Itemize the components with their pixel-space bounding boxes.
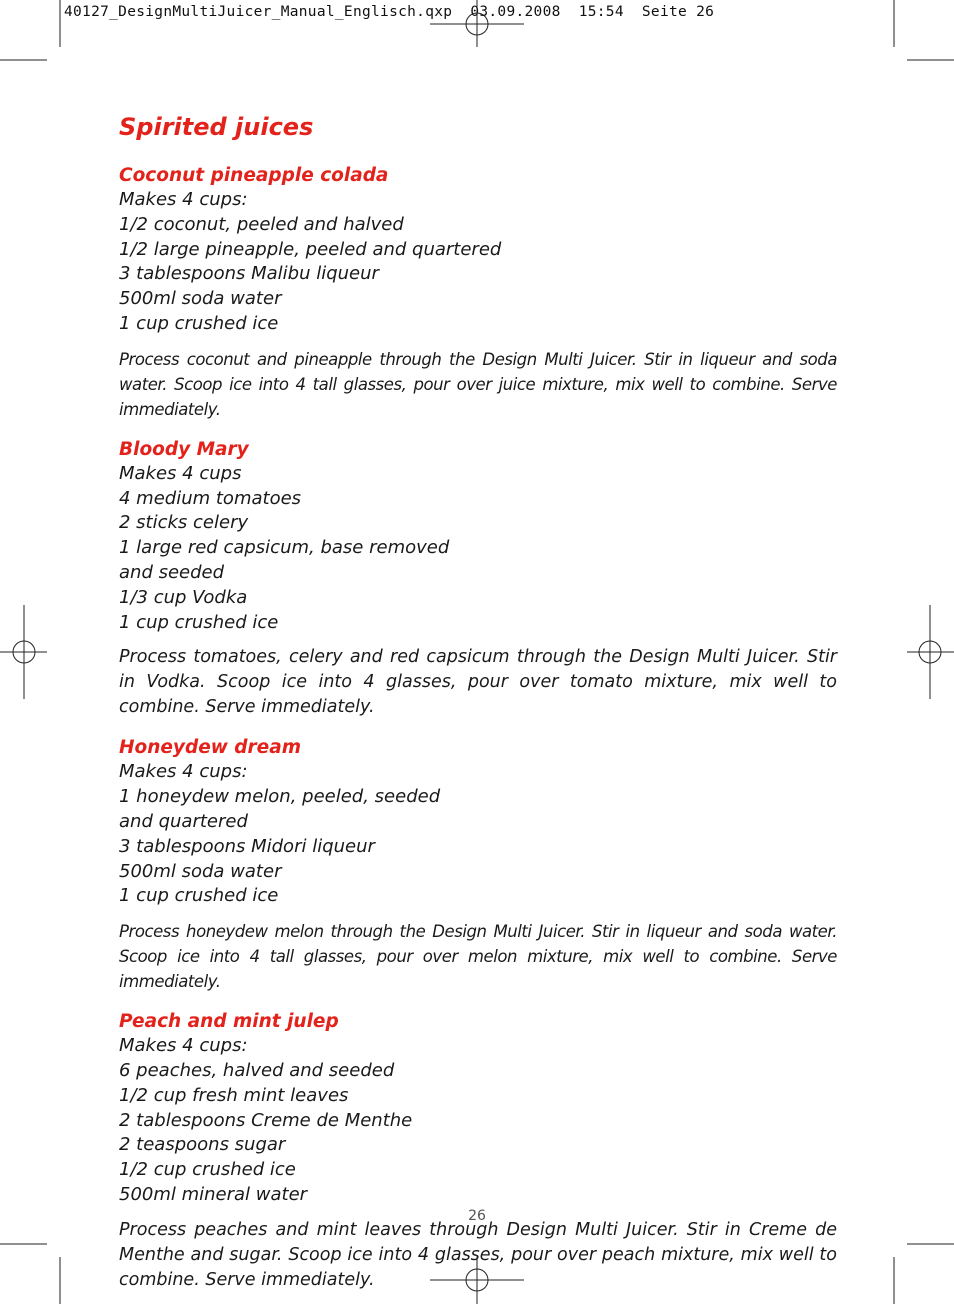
registration-mark-left — [0, 605, 47, 699]
ingredient-line: 2 teaspoons sugar — [119, 1134, 286, 1156]
ingredient-line: 1/2 cup crushed ice — [119, 1159, 296, 1181]
ingredient-line: 500ml soda water — [119, 860, 282, 882]
ingredient-line: Makes 4 cups: — [119, 189, 248, 210]
ingredient-line: 1 cup crushed ice — [119, 312, 279, 334]
page-number: 26 — [468, 1208, 486, 1224]
ingredient-line: 500ml mineral water — [119, 1183, 308, 1205]
ingredient-line: 6 peaches, halved and seeded — [119, 1059, 395, 1081]
page-title: Spirited juices — [119, 113, 314, 141]
print-slug-line: 40127_DesignMultiJuicer_Manual_Englisch.qxp 03.09.2008 15:54 Seite 26 — [64, 4, 715, 20]
recipe — [119, 1010, 837, 1293]
recipe-title: Peach and mint julep — [119, 1011, 339, 1033]
ingredient-line: 1 large red capsicum, base removed — [119, 537, 450, 559]
ingredient-list — [119, 1034, 837, 1208]
ingredient-list — [119, 462, 837, 636]
ingredient-line: and seeded — [119, 561, 225, 583]
recipe — [119, 438, 837, 721]
ingredient-line: 500ml soda water — [119, 288, 282, 310]
ingredient-line: 3 tablespoons Midori liqueur — [119, 835, 375, 857]
ingredient-line: Makes 4 cups — [119, 462, 242, 484]
ingredient-list — [119, 760, 837, 909]
recipe — [119, 736, 837, 994]
ingredient-line: 1/3 cup Vodka — [119, 586, 248, 608]
ingredient-line: 1/2 coconut, peeled and halved — [119, 213, 404, 235]
ingredient-line: 4 medium tomatoes — [119, 487, 302, 509]
ingredient-line: 1 cup crushed ice — [119, 885, 279, 907]
ingredient-line: 1 cup crushed ice — [119, 611, 279, 633]
ingredient-line: 2 sticks celery — [119, 512, 249, 534]
ingredient-line: Makes 4 cups: — [119, 1035, 248, 1057]
recipe-title: Honeydew dream — [119, 737, 301, 759]
recipe-method: Process coconut and pineapple through the Design Multi Juicer. Stir in liqueur and soda water. Scoop ice into 4 tall glasses, pour over juice mixture, mix well to combine. Serve immediately. — [119, 349, 837, 419]
ingredient-line: Makes 4 cups: — [119, 761, 248, 783]
recipe-title: Coconut pineapple colada — [119, 165, 389, 186]
registration-mark-right — [907, 605, 954, 699]
ingredient-line: 2 tablespoons Creme de Menthe — [119, 1109, 413, 1131]
ingredient-list — [119, 188, 837, 337]
recipe-list — [119, 164, 837, 1293]
ingredient-line: 3 tablespoons Malibu liqueur — [119, 263, 379, 285]
recipe — [119, 164, 837, 422]
ingredient-line: 1/2 cup fresh mint leaves — [119, 1084, 349, 1106]
ingredient-line: 1 honeydew melon, peeled, seeded — [119, 786, 441, 808]
recipe-title: Bloody Mary — [119, 438, 249, 460]
recipe-method: Process peaches and mint leaves through Design Multi Juicer. Stir in Creme de Menthe and sugar. Scoop ice into 4 glasses, pour over peach mixture, mix well to combine. Serve immediately. — [119, 1219, 837, 1290]
recipe-method: Process tomatoes, celery and red capsicum through the Design Multi Juicer. Stir in Vodka. Scoop ice into 4 glasses, pour over tomato mixture, mix well to combine. Serve immediately. — [119, 647, 837, 718]
ingredient-line: 1/2 large pineapple, peeled and quartered — [119, 238, 502, 260]
recipe-method: Process honeydew melon through the Design Multi Juicer. Stir in liqueur and soda water. Scoop ice into 4 tall glasses, pour over melon mixture, mix well to combine. Serve immediately. — [119, 922, 837, 992]
page-content — [119, 111, 837, 1309]
ingredient-line: and quartered — [119, 810, 248, 832]
